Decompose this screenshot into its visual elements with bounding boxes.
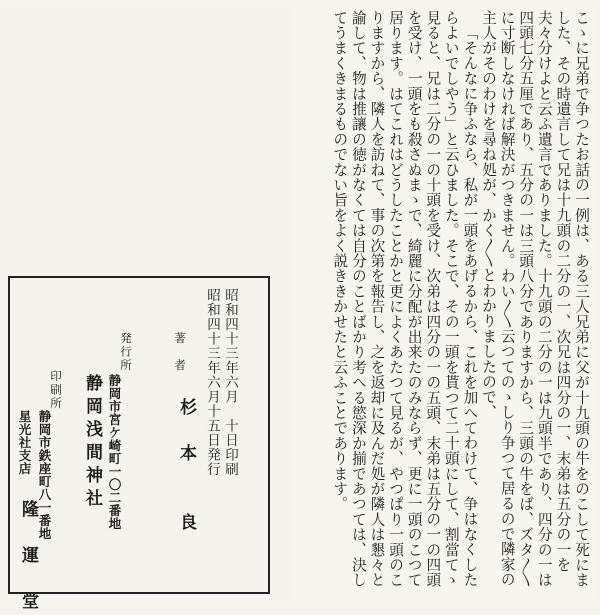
date-issued: 昭和四十三年六月十五日発行 (204, 288, 220, 477)
date-printed: 昭和四十三年六月 十日印刷 (222, 288, 238, 477)
publisher-name: 静岡浅間神社 (82, 374, 102, 512)
publisher-address: 静岡市宮ケ崎町一〇二番地 (107, 374, 122, 530)
printer-branch: 星光社支店 (17, 410, 32, 475)
author-label: 著 者 (173, 332, 187, 373)
paragraph: 「そんなに争ふなら、私が一頭をあげるから、これを加へてわけて、争はなくしたらよいでしやう」と云ひました。そこで、その一頭を貰つて二十頭にして、割當てゝ見ると、兄は二分の一の十頭を受け、次弟は四分の一の五頭、末弟は五分の一の四頭を受け、一頭をも殺さぬまゝで、綺麗に分配が出来たのみならず、更に一頭のこつて居ります。はてこれはどうしたことかと更によくあたつて見るが、やつぱり一頭のこりますから、隣人を訪ねて、事の次第を報告し、之を返却に及んだ処が隣人は懇々と諭して、物は推讓の徳がなくては自分のことばかり考へる慾深か揃であつては、決してうまくきまるものでない旨をよく説ききかせたと云ふことであります。 (331, 10, 479, 588)
paragraph: こゝに兄弟で争つたお話の一例は、ある三人兄弟に父が十九頭の牛をのこして死にました、その時遺言して兄は十九頭の二分の一、次兄は四分の一、末弟は五分の一を夫々分けよと云ふ遺言でありました。十九頭の二分の一は九頭半であり、四分の一は四頭七分五厘であり、五分の一は三頭八分でありますから、三頭の牛をば、ズタ〳〵に寸断しなければ解決がつきません。わい〳〵云つてのゝしり争つて居るので隣家の主人がそのわけを尋ね処が、かく〳〵とわかりましたので、 (480, 10, 590, 588)
colophon-box (8, 276, 270, 615)
body-text (292, 10, 590, 598)
publisher-label: 発行所 (119, 332, 133, 373)
printer-address: 静岡市鉄座町八一番地 (37, 410, 52, 540)
printer-name: 隆 運 堂 (18, 500, 38, 615)
right-page (292, 6, 596, 600)
printer-label: 印刷所 (49, 370, 63, 411)
author-name: 杉 本 良 (176, 398, 196, 536)
left-page (0, 6, 288, 615)
